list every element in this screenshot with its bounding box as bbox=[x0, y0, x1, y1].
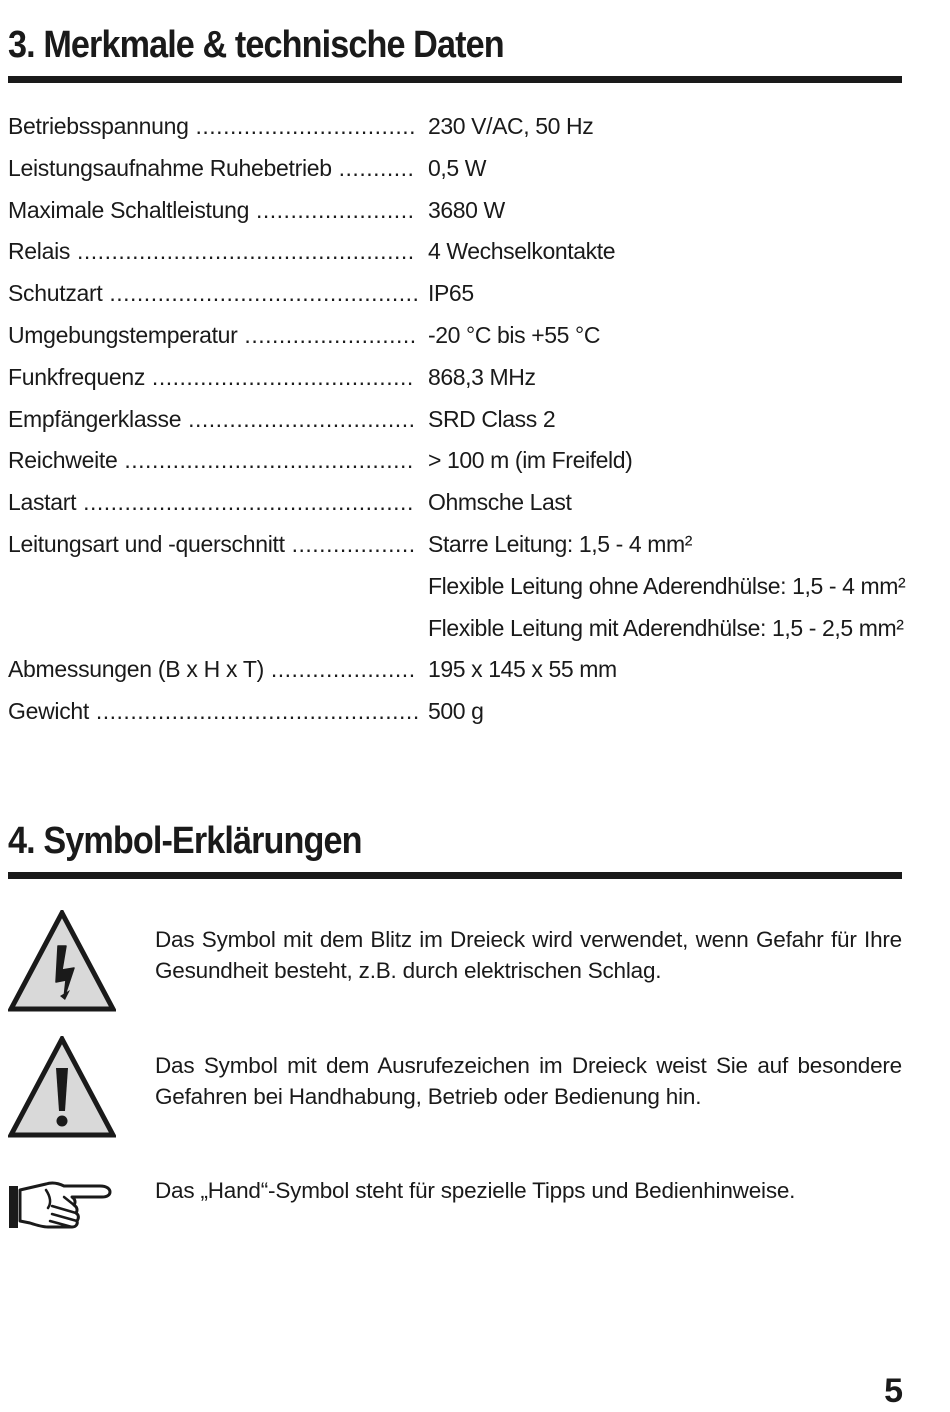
spec-value: Ohmsche Last bbox=[428, 489, 572, 516]
pointing-hand-icon bbox=[8, 1176, 112, 1232]
spec-label bbox=[8, 485, 428, 519]
spec-row bbox=[8, 569, 905, 603]
spec-label-text: Leistungsaufnahme Ruhebetrieb bbox=[8, 154, 332, 181]
spec-row bbox=[8, 652, 617, 686]
spec-label bbox=[8, 569, 428, 603]
leader-dots: ................................................. bbox=[70, 238, 415, 265]
section-4-rule bbox=[8, 872, 902, 879]
spec-label-text: Abmessungen (B x H x T) bbox=[8, 656, 264, 683]
leader-dots: ................................................ bbox=[76, 489, 414, 516]
spec-label-text: Schutzart bbox=[8, 280, 103, 307]
spec-row bbox=[8, 443, 632, 477]
spec-label bbox=[8, 318, 428, 352]
symbol-text-lightning: Das Symbol mit dem Blitz im Dreieck wird verwendet, wenn Gefahr für Ihre Gesundheit besteht, z.B. durch elektrischen Schlag. bbox=[155, 927, 902, 983]
spec-label-text: Relais bbox=[8, 238, 71, 265]
spec-value: Flexible Leitung mit Aderendhülse: 1,5 - 2,5 mm² bbox=[428, 614, 904, 641]
spec-row bbox=[8, 109, 593, 143]
spec-label bbox=[8, 443, 428, 477]
spec-row bbox=[8, 234, 615, 268]
spec-label bbox=[8, 360, 428, 394]
spec-label-text: Umgebungstemperatur bbox=[8, 322, 238, 348]
spec-label-text: Maximale Schaltleistung bbox=[8, 196, 250, 223]
spec-value: SRD Class 2 bbox=[428, 405, 556, 432]
spec-label bbox=[8, 193, 428, 227]
spec-row bbox=[8, 694, 484, 728]
spec-label bbox=[8, 694, 428, 728]
spec-row bbox=[8, 527, 692, 561]
section-3-title: 3. Merkmale & technische Daten bbox=[8, 24, 504, 66]
spec-row bbox=[8, 193, 505, 227]
spec-value: 0,5 W bbox=[428, 154, 487, 181]
leader-dots: ..................... bbox=[264, 656, 416, 683]
spec-row bbox=[8, 151, 486, 185]
spec-label-text: Reichweite bbox=[8, 447, 118, 474]
leader-dots: ............................................. bbox=[102, 280, 420, 307]
spec-value: -20 °C bis +55 °C bbox=[428, 322, 601, 348]
spec-value: 4 Wechselkontakte bbox=[428, 238, 616, 265]
symbol-text-hand: Das „Hand“-Symbol steht für spezielle Tipps und Bedienhinweise. bbox=[155, 1178, 796, 1203]
spec-row bbox=[8, 485, 572, 519]
spec-label bbox=[8, 652, 428, 686]
spec-label-text: Betriebsspannung bbox=[8, 113, 189, 139]
spec-label bbox=[8, 234, 428, 268]
leader-dots: ........... bbox=[331, 154, 415, 181]
leader-dots: ...................................... bbox=[145, 363, 414, 390]
spec-label bbox=[8, 611, 428, 645]
spec-row bbox=[8, 276, 474, 310]
spec-value: Starre Leitung: 1,5 - 4 mm² bbox=[428, 531, 693, 557]
spec-label bbox=[8, 151, 428, 185]
section-4-title: 4. Symbol-Erklärungen bbox=[8, 820, 362, 862]
spec-label bbox=[8, 276, 428, 310]
lightning-warning-icon bbox=[8, 910, 116, 1012]
spec-row bbox=[8, 360, 536, 394]
spec-row bbox=[8, 611, 904, 645]
spec-value: 195 x 145 x 55 mm bbox=[428, 656, 617, 683]
leader-dots: ....................... bbox=[249, 196, 415, 223]
spec-label bbox=[8, 402, 428, 436]
leader-dots: ......................... bbox=[237, 322, 417, 348]
leader-dots: .................. bbox=[284, 531, 416, 557]
spec-label-text: Leitungsart und -querschnitt bbox=[8, 531, 285, 557]
spec-label-text: Gewicht bbox=[8, 698, 89, 725]
spec-label-text: Funkfrequenz bbox=[8, 363, 146, 390]
spec-label bbox=[8, 109, 428, 143]
section-3-rule bbox=[8, 76, 902, 83]
spec-label-text: Lastart bbox=[8, 489, 77, 516]
spec-value: 230 V/AC, 50 Hz bbox=[428, 113, 594, 139]
leader-dots: ............................................... bbox=[88, 698, 420, 725]
spec-value: 500 g bbox=[428, 698, 484, 725]
leader-dots: .......................................... bbox=[117, 447, 414, 474]
spec-value: > 100 m (im Freifeld) bbox=[428, 447, 633, 474]
spec-row bbox=[8, 318, 600, 352]
symbol-text-exclamation: Das Symbol mit dem Ausrufezeichen im Dreieck weist Sie auf besondere Gefahren bei Handhabung, Betrieb oder Bedienung hin. bbox=[155, 1053, 902, 1109]
spec-value: 3680 W bbox=[428, 196, 505, 223]
page-number: 5 bbox=[884, 1372, 902, 1410]
spec-value: IP65 bbox=[428, 280, 474, 307]
spec-label bbox=[8, 527, 428, 561]
leader-dots: ................................. bbox=[181, 405, 416, 432]
spec-label-text: Empfängerklasse bbox=[8, 405, 182, 432]
exclamation-warning-icon bbox=[8, 1036, 116, 1138]
spec-value: Flexible Leitung ohne Aderendhülse: 1,5 - 4 mm² bbox=[428, 572, 906, 599]
spec-row bbox=[8, 402, 555, 436]
spec-value: 868,3 MHz bbox=[428, 363, 536, 390]
leader-dots: ................................ bbox=[188, 113, 416, 139]
